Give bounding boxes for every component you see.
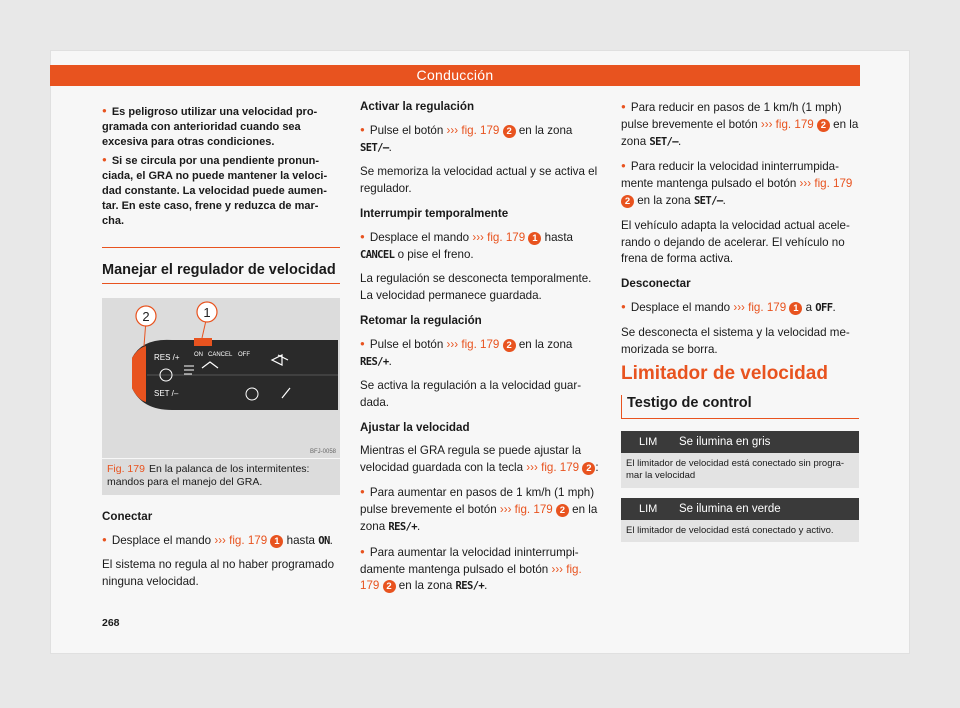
res-label: RES /+ [154,352,180,362]
text: Para aumentar la velocidad ininterrumpi-damente mantenga pulsado el botón [360,545,579,576]
section-title: Manejar el regulador de velocidad [102,262,340,284]
text: Pulse el botón [369,337,447,351]
lamp-description: El limitador de velocidad está conectado y activo. [621,520,859,543]
key-label: RES/+ [455,580,485,593]
paragraph: Se memoriza la velocidad actual y se activa el regulador. [360,165,598,196]
warning-box [102,103,340,248]
subheading-retomar: Retomar la regulación [360,313,482,327]
callout-1-number: 1 [203,304,211,320]
text: hasta [283,533,319,547]
figure-reference-link[interactable]: ››› fig. 179 [499,503,553,517]
paragraph: El sistema no regula al no haber programado ninguna velocidad. [102,558,335,589]
warning-lamp-header [621,498,859,520]
chapter-title: Limitador de velocidad [621,363,828,385]
instruction-item: ● Para reducir la velocidad ininterrumpida-mente mantenga pulsado el botón ››› fig. 179 2 en la zona SET/–. [621,158,859,209]
text: Mientras el GRA regula se puede ajustar la velocidad guardada con la tecla [360,443,582,474]
paragraph: El vehículo adapta la velocidad actual acele-rando o dejando de acelerar. El vehículo no frena de forma activa. [621,218,850,266]
lamp-title: Se ilumina en gris [679,435,771,448]
subheading-ajustar: Ajustar la velocidad [360,420,470,434]
text: Para reducir la velocidad ininterrumpida-mente mantenga pulsado el botón [621,160,839,191]
column-2 [360,99,600,603]
key-label: OFF [815,301,833,314]
text: en la zona [395,579,456,593]
lever-illustration [102,298,340,458]
page-number: 268 [102,617,120,629]
instruction-item: ● Para aumentar la velocidad ininterrumpi-damente mantenga pulsado el botón ››› fig. 179 2 en la zona RES/+. [360,544,600,595]
paragraph: La regulación se desconecta temporalmente. La velocidad permanece guardada. [360,272,592,303]
key-label: RES/+ [360,355,389,368]
callout-badge: 2 [383,580,396,593]
section-title: Testigo de control [621,395,859,419]
figure-179 [102,298,340,458]
figure-reference-link[interactable]: ››› fig. 179 [446,123,500,137]
figure-reference-link[interactable]: ››› fig. 179 [733,300,787,314]
figure-reference-link[interactable]: ››› fig. 179 [526,460,580,474]
column-1 [102,103,340,599]
column-3 [621,99,859,552]
warning-item: ● Es peligroso utilizar una velocidad pro-gramada con anterioridad cuando sea excesiva para otras condiciones. [102,103,340,150]
lamp-title: Se ilumina en verde [679,502,781,515]
key-label: SET/– [649,135,678,148]
figure-reference-link[interactable]: ››› fig. 179 [760,117,814,131]
paragraph: Se activa la regulación a la velocidad guar-dada. [360,379,582,410]
on-label: ON [194,351,203,358]
warning-item: ● Si se circula por una pendiente pronun-ciada, el GRA no puede mantener la veloci-dad constante. La velocidad puede aumen-tar. En este caso, frene y reduzca de mar-cha. [102,152,340,229]
callout-badge: 2 [817,119,830,132]
chapter-header: Conducción [50,65,860,86]
instruction-item: ● Desplace el mando ››› fig. 179 1 hasta ON. [102,532,340,550]
text: Pulse el botón [369,123,447,137]
paragraph: Se desconecta el sistema y la velocidad me-morizada se borra. [621,325,850,356]
figure-reference-link[interactable]: ››› fig. 179 [214,533,268,547]
instruction-item: ● Pulse el botón ››› fig. 179 2 en la zona SET/–. [360,122,600,157]
text: hasta [541,230,573,244]
text: Para aumentar en pasos de 1 km/h (1 mph) pulse brevemente el botón [360,486,595,517]
caption-label: Fig. 179 [107,462,145,475]
text: en la zona [360,503,598,533]
callout-badge: 2 [621,195,634,208]
caption-text: En la palanca de los intermitentes: mandos para el manejo del GRA. [107,462,310,488]
text: a [802,300,816,314]
callout-badge: 2 [503,339,516,352]
figure-reference-link[interactable]: ››› fig. 179 [360,562,582,593]
callout-2-number: 2 [142,308,150,324]
callout-badge: 2 [556,504,569,517]
figure-caption [102,459,340,495]
paragraph: Mientras el GRA regula se puede ajustar la velocidad guardada con la tecla ››› fig. 179 2 : [360,443,599,474]
callout-badge: 1 [270,535,283,548]
key-label: RES/+ [388,520,417,533]
subheading-conectar: Conectar [102,509,153,523]
figure-reference-link[interactable]: ››› fig. 179 [799,177,853,191]
instruction-item: ● Pulse el botón ››› fig. 179 2 en la zona RES/+. [360,336,600,371]
instruction-item [360,229,600,264]
callout-badge: 1 [528,232,541,245]
key-label: SET/– [360,141,389,154]
subheading-activar: Activar la regulación [360,100,475,113]
subheading-interrumpir: Interrumpir temporalmente [360,206,509,220]
speed-limiter-icon: LIM [639,502,658,515]
figure-code: BFJ-0058 [309,448,336,455]
text: Desplace el mando [369,230,473,244]
subheading-desconectar: Desconectar [621,277,691,291]
text: Desplace el mando [630,300,734,314]
lamp-description: El limitador de velocidad está conectado sin progra-mar la velocidad [621,453,859,488]
text: en la zona [621,117,859,148]
figure-reference-link[interactable]: ››› fig. 179 [472,230,526,244]
instruction-item: ● Desplace el mando ››› fig. 179 1 a OFF. [621,299,859,317]
callout-badge: 2 [503,125,516,138]
text: en la zona [634,193,694,207]
instruction-item: ● Para reducir en pasos de 1 km/h (1 mph) pulse brevemente el botón ››› fig. 179 2 en la zona SET/–. [621,99,859,150]
instruction-item: ● Para aumentar en pasos de 1 km/h (1 mph) pulse brevemente el botón ››› fig. 179 2 en la zona RES/+. [360,484,600,535]
figure-reference-link[interactable]: ››› fig. 179 [446,337,500,351]
key-label: SET/– [693,194,723,207]
text: o pise el freno. [394,247,474,261]
key-label: CANCEL [360,248,395,261]
key-label: ON [318,534,330,547]
off-label: OFF [238,351,250,358]
callout-badge: 1 [789,302,802,315]
speed-limiter-icon: LIM [639,435,658,448]
warning-lamp-header [621,431,859,453]
text: en la zona [515,337,573,351]
callout-badge: 2 [582,462,595,475]
text: en la zona [515,123,573,137]
cancel-label: CANCEL [208,351,233,358]
text: Desplace el mando [111,533,215,547]
set-label: SET /– [154,388,179,398]
text: Para reducir en pasos de 1 km/h (1 mph) pulse brevemente el botón [621,101,842,131]
